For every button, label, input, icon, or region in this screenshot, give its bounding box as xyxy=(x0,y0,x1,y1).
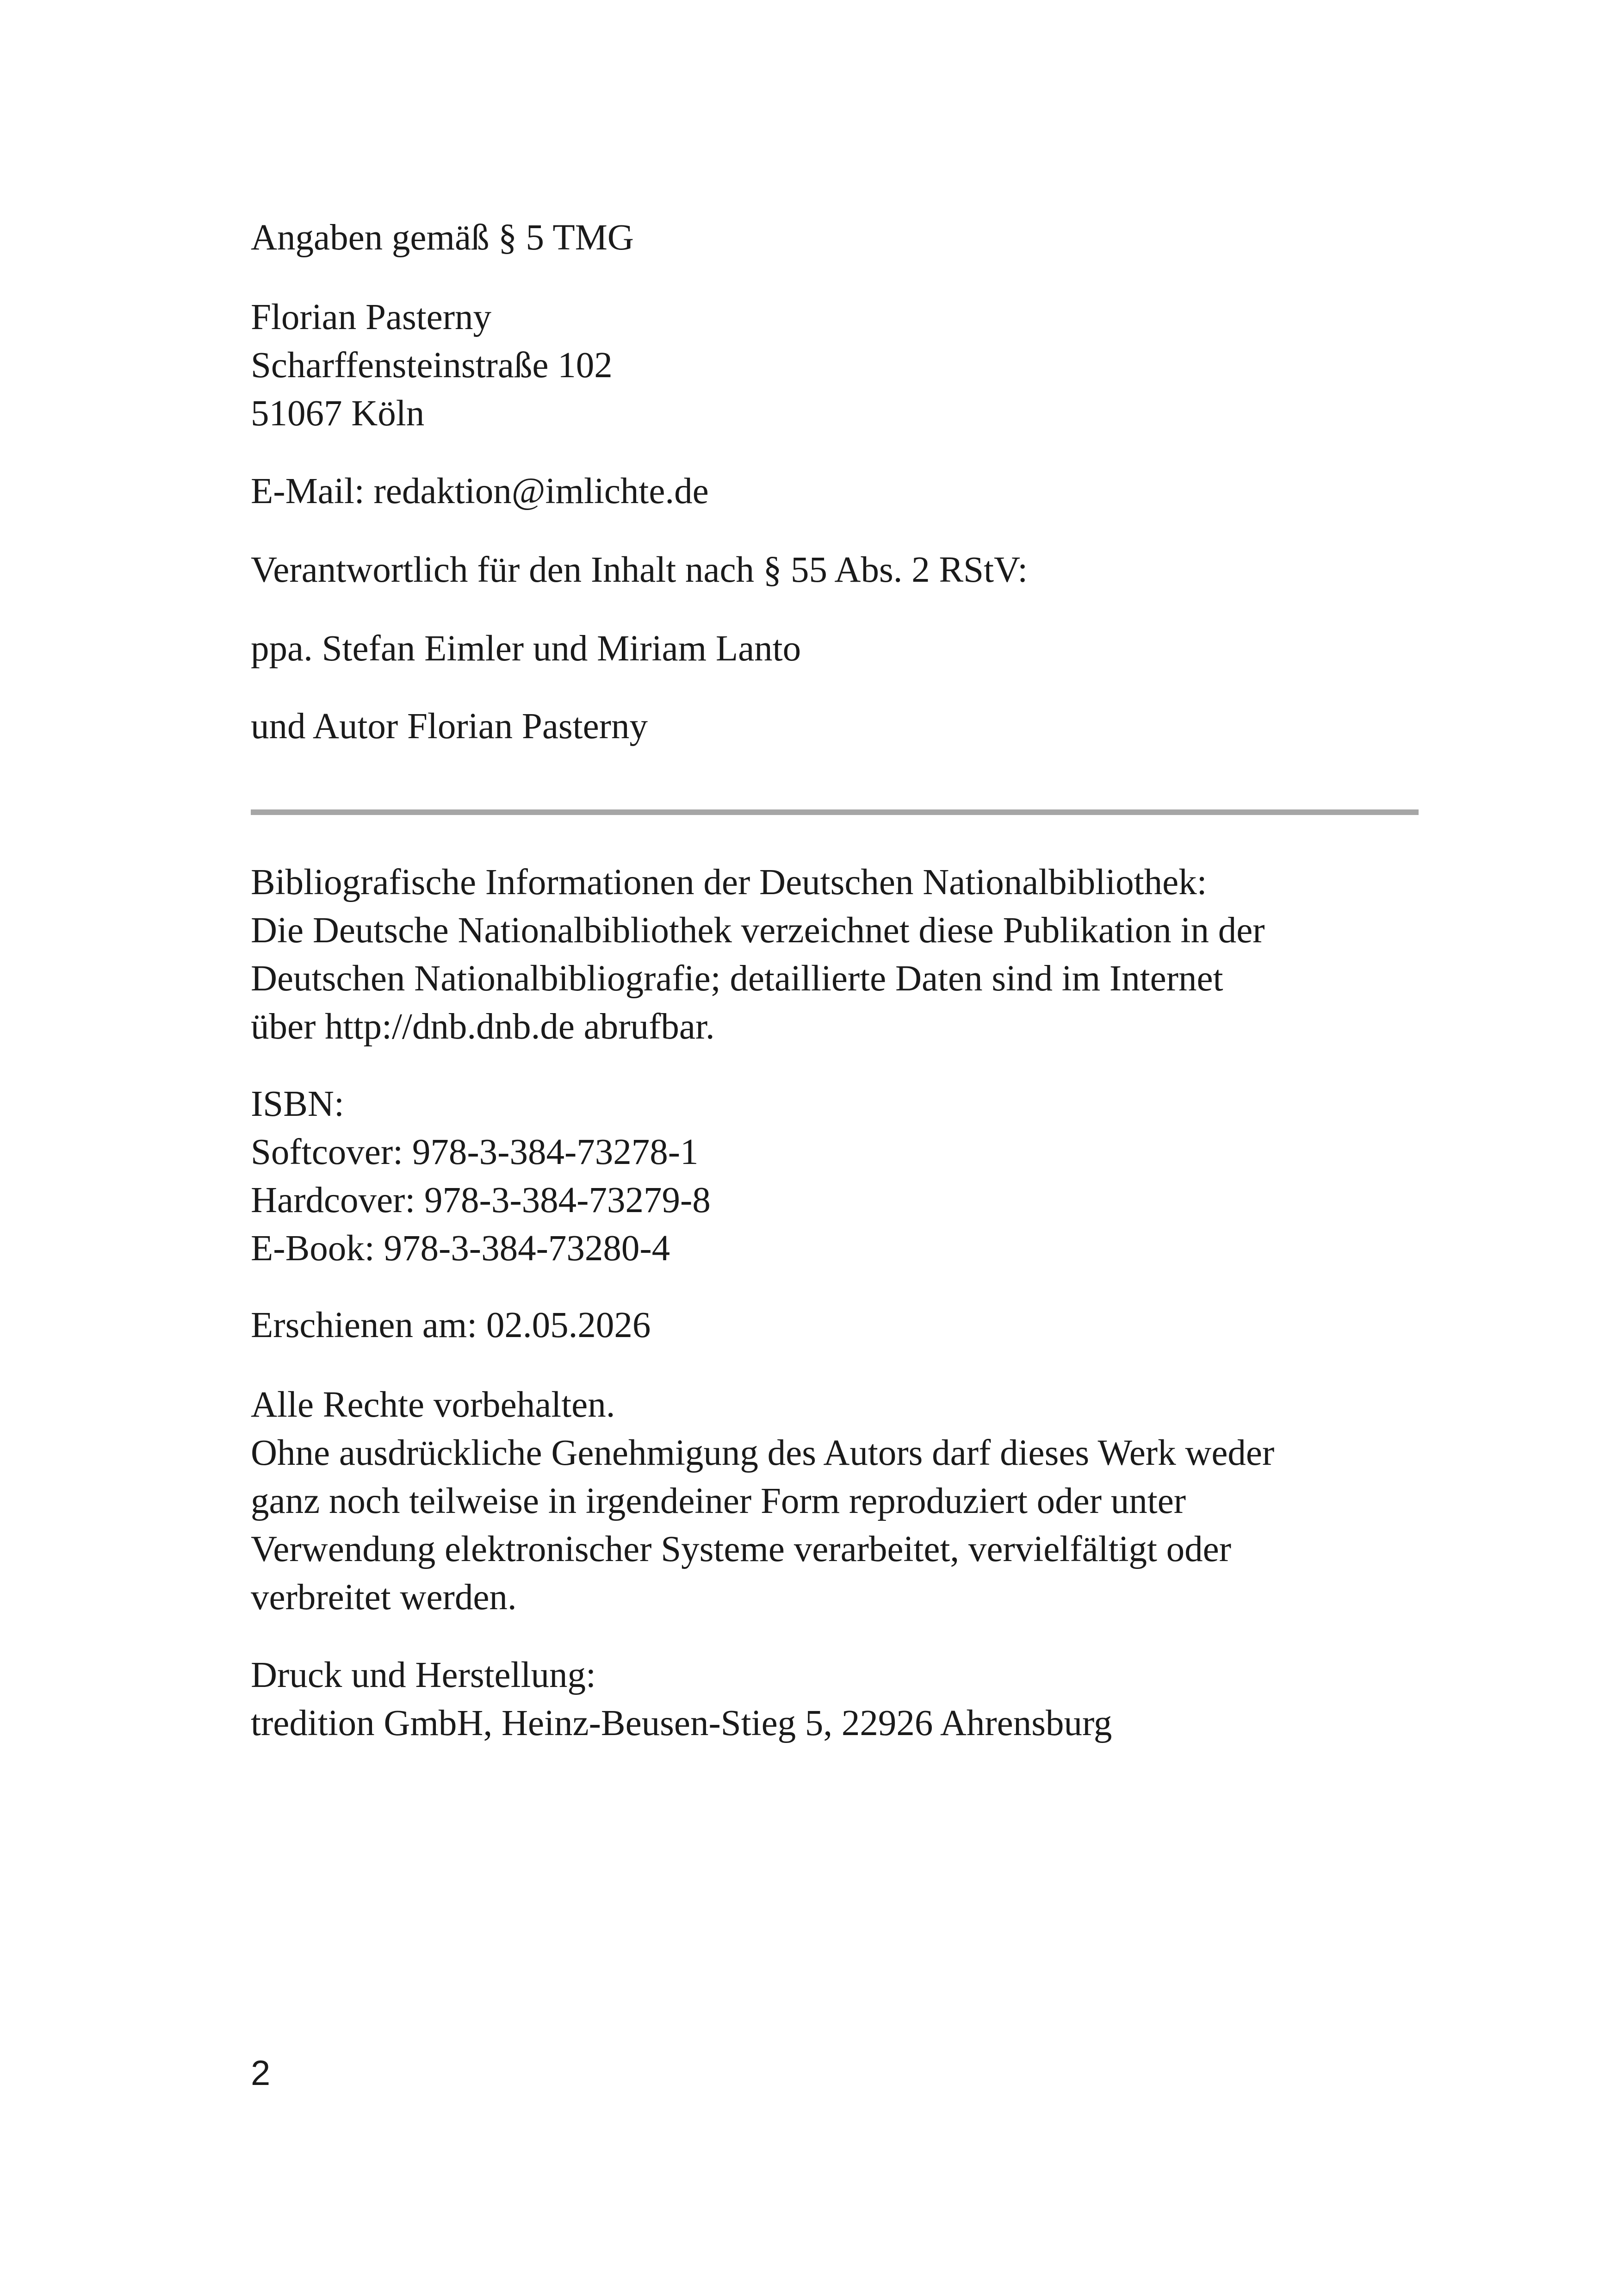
publication-date xyxy=(251,1301,651,1350)
bibliographic-info xyxy=(251,859,1265,1051)
contact-email xyxy=(251,467,709,516)
rights-line: ganz noch teilweise in irgendeiner Form reproduziert oder unter xyxy=(251,1481,1186,1521)
rights-notice xyxy=(251,1381,1274,1622)
bibliographic-line: über http://dnb.dnb.de abrufbar. xyxy=(251,1007,715,1047)
author-line-text: und Autor Florian Pasterny xyxy=(251,706,648,747)
rights-line: verbreitet werden. xyxy=(251,1577,517,1618)
rights-line: Ohne ausdrückliche Genehmigung des Autors darf dieses Werk weder xyxy=(251,1433,1275,1473)
publisher-city: 51067 Köln xyxy=(251,393,425,434)
page-number: 2 xyxy=(251,2053,271,2093)
isbn-ebook: E-Book: 978-3-384-73280-4 xyxy=(251,1228,670,1269)
bibliographic-line: Die Deutsche Nationalbibliothek verzeichnet diese Publikation in der xyxy=(251,910,1265,951)
author-line xyxy=(251,703,648,751)
printing-heading: Druck und Herstellung: xyxy=(251,1655,596,1695)
publication-date-text: Erschienen am: 02.05.2026 xyxy=(251,1305,651,1345)
rights-line: Verwendung elektronischer Systeme verarbeitet, vervielfältigt oder xyxy=(251,1529,1232,1569)
imprint-heading xyxy=(251,214,634,262)
section-divider xyxy=(251,809,1419,815)
publisher-address xyxy=(251,293,613,438)
responsible-persons-text: ppa. Stefan Eimler und Miriam Lanto xyxy=(251,628,801,669)
isbn-hardcover: Hardcover: 978-3-384-73279-8 xyxy=(251,1180,711,1220)
isbn-block xyxy=(251,1080,711,1273)
responsible-heading xyxy=(251,546,1028,594)
contact-email-text: E-Mail: redaktion@imlichte.de xyxy=(251,471,709,511)
isbn-heading: ISBN: xyxy=(251,1084,344,1124)
printing-info xyxy=(251,1651,1112,1748)
responsible-persons xyxy=(251,625,801,673)
imprint-heading-text: Angaben gemäß § 5 TMG xyxy=(251,218,634,258)
isbn-softcover: Softcover: 978-3-384-73278-1 xyxy=(251,1132,699,1172)
printing-address: tredition GmbH, Heinz-Beusen-Stieg 5, 22926 Ahrensburg xyxy=(251,1703,1112,1743)
publisher-name: Florian Pasterny xyxy=(251,297,492,337)
publisher-street: Scharffensteinstraße 102 xyxy=(251,345,613,386)
rights-line: Alle Rechte vorbehalten. xyxy=(251,1385,615,1425)
bibliographic-line: Bibliografische Informationen der Deutschen Nationalbibliothek: xyxy=(251,862,1207,902)
responsible-heading-text: Verantwortlich für den Inhalt nach § 55 Abs. 2 RStV: xyxy=(251,550,1028,590)
bibliographic-line: Deutschen Nationalbibliografie; detaillierte Daten sind im Internet xyxy=(251,958,1223,999)
